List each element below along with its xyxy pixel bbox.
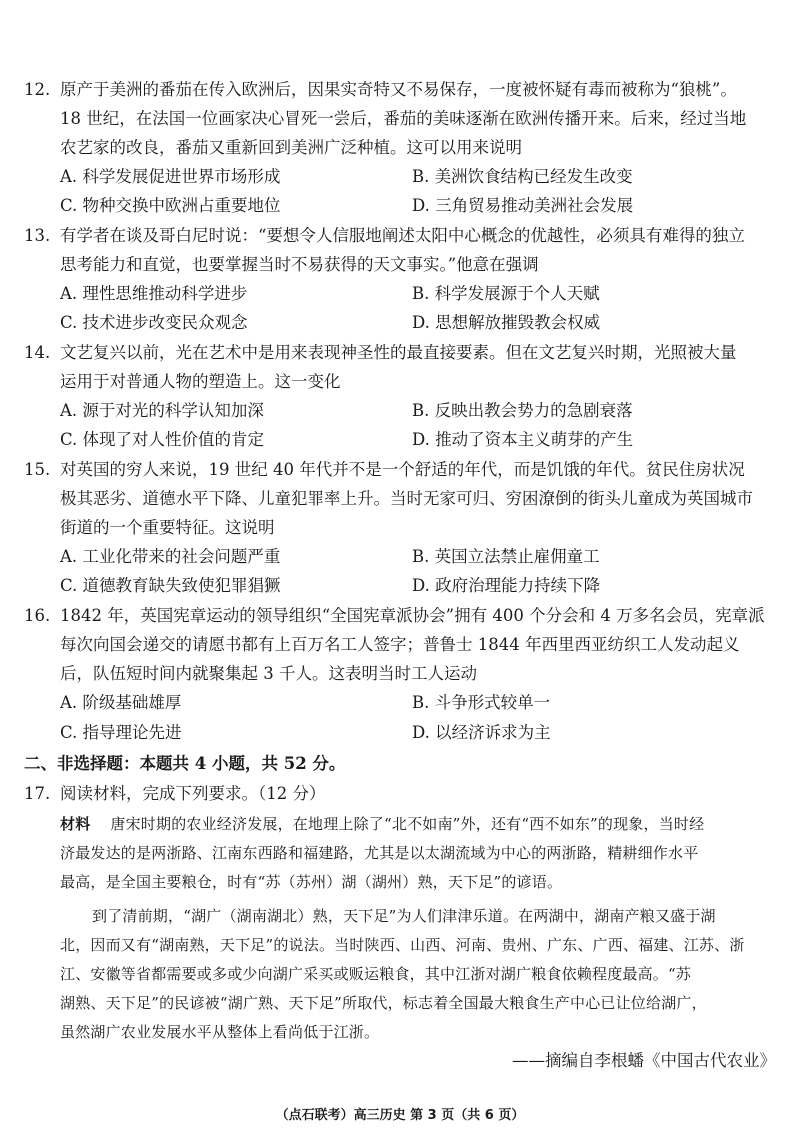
q12-option-b: B. 美洲饮食结构已经发生改变 [412, 167, 633, 186]
material-line-2: 济最发达的是两浙路、江南东西路和福建路，尤其是以太湖流域为中心的两浙路，精耕细作水平 [60, 844, 699, 862]
q14-option-d: D. 推动了资本主义萌芽的产生 [412, 430, 634, 449]
material-line-1: 材料 唐宋时期的农业经济发展，在地理上除了“北不如南”外，还有“西不如东”的现象，当时经 [60, 815, 705, 833]
page-footer: （点石联考）高三历史 第 3 页（共 6 页） [275, 1108, 525, 1123]
q15-line-1: 15. 对英国的穷人来说，19 世纪 40 年代并不是一个舒适的年代，而是饥饿的年代。贫民住房状况 [24, 460, 745, 479]
material-line-7: 湖熟、天下足”的民谚被“湖广熟、天下足”所取代，标志着全国最大粮食生产中心已让位给湖广， [60, 994, 707, 1012]
material-line-4: 到了清前期，“湖广（湖南湖北）熟，天下足”为人们津津乐道。在两湖中，湖南产粮又盛于湖 [92, 907, 716, 925]
q15-option-d: D. 政府治理能力持续下降 [412, 576, 601, 595]
q12-option-c: C. 物种交换中欧洲占重要地位 [60, 196, 281, 215]
q13-option-c: C. 技术进步改变民众观念 [60, 313, 248, 332]
q12-option-a: A. 科学发展促进世界市场形成 [60, 167, 281, 186]
q16-line-1: 16. 1842 年，英国宪章运动的领导组织“全国宪章派协会”拥有 400 个分会和 4 万多名会员，宪章派 [24, 606, 765, 625]
material-line-3: 最高，是全国主要粮仓，时有“苏（苏州）湖（湖州）熟，天下足”的谚语。 [60, 873, 563, 891]
material-line-6: 江、安徽等省都需要或多或少向湖广采买或贩运粮食，其中江浙对湖广粮食依赖程度最高。“苏 [60, 965, 692, 983]
q15-line-3: 街道的一个重要特征。这说明 [60, 518, 275, 537]
material-line-5: 北，因而又有“湖南熟，天下足”的说法。当时陕西、山西、河南、贵州、广东、广西、福建、江苏、浙 [60, 936, 745, 954]
q12-line-1: 12. 原产于美洲的番茄在传入欧洲后，因果实奇特又不易保存，一度被怀疑有毒而被称为“狼桃”。 [24, 80, 737, 99]
q16-option-b: B. 斗争形式较单一 [412, 693, 551, 712]
q13-line-2: 思考能力和直觉，也要掌握当时不易获得的天文事实。”他意在强调 [60, 255, 539, 274]
q12-option-d: D. 三角贸易推动美洲社会发展 [412, 196, 634, 215]
q15-option-b: B. 英国立法禁止雇佣童工 [412, 547, 600, 566]
q12-line-2: 18 世纪，在法国一位画家决心冒死一尝后，番茄的美味逐渐在欧洲传播开来。后来，经过当地 [60, 109, 747, 128]
q13-option-a: A. 理性思维推动科学进步 [60, 284, 248, 303]
q14-option-a: A. 源于对光的科学认知加深 [60, 401, 264, 420]
q14-option-b: B. 反映出教会势力的急剧衰落 [412, 401, 633, 420]
q13-option-d: D. 思想解放摧毁教会权威 [412, 313, 601, 332]
q13-line-1: 13. 有学者在谈及哥白尼时说：“要想令人信服地阐述太阳中心概念的优越性，必须具有难得的独立 [24, 226, 745, 245]
q14-line-1: 14. 文艺复兴以前，光在艺术中是用来表现神圣性的最直接要素。但在文艺复兴时期，光照被大量 [24, 343, 737, 362]
q14-line-2: 运用于对普通人物的塑造上。这一变化 [60, 372, 341, 391]
q15-option-c: C. 道德教育缺失致使犯罪猖獗 [60, 576, 281, 595]
material-label: 材料 [60, 815, 91, 833]
q16-option-d: D. 以经济诉求为主 [412, 723, 551, 742]
q12-line-3: 农艺家的改良，番茄又重新回到美洲广泛种植。这可以用来说明 [60, 138, 522, 157]
material-line-8: 虽然湖广农业发展水平从整体上看尚低于江浙。 [60, 1023, 380, 1041]
q16-option-a: A. 阶级基础雄厚 [60, 693, 182, 712]
q13-option-b: B. 科学发展源于个人天赋 [412, 284, 600, 303]
q16-option-c: C. 指导理论先进 [60, 723, 182, 742]
q16-line-2: 每次向国会递交的请愿书都有上百万名工人签字；普鲁士 1844 年西里西亚纺织工人发动起义 [60, 635, 740, 654]
q15-option-a: A. 工业化带来的社会问题严重 [60, 547, 281, 566]
section-heading: 二、非选择题：本题共 4 小题，共 52 分。 [24, 754, 346, 773]
q17-line: 17. 阅读材料，完成下列要求。（12 分） [24, 784, 326, 803]
q15-line-2: 极其恶劣、道德水平下降、儿童犯罪率上升。当时无家可归、穷困潦倒的街头儿童成为英国城市 [60, 489, 753, 508]
q16-line-3: 后，队伍短时间内就聚集起 3 千人。这表明当时工人运动 [60, 664, 477, 683]
material-source: ——摘编自李根蟠《中国古代农业》 [512, 1051, 776, 1070]
q14-option-c: C. 体现了对人性价值的肯定 [60, 430, 265, 449]
